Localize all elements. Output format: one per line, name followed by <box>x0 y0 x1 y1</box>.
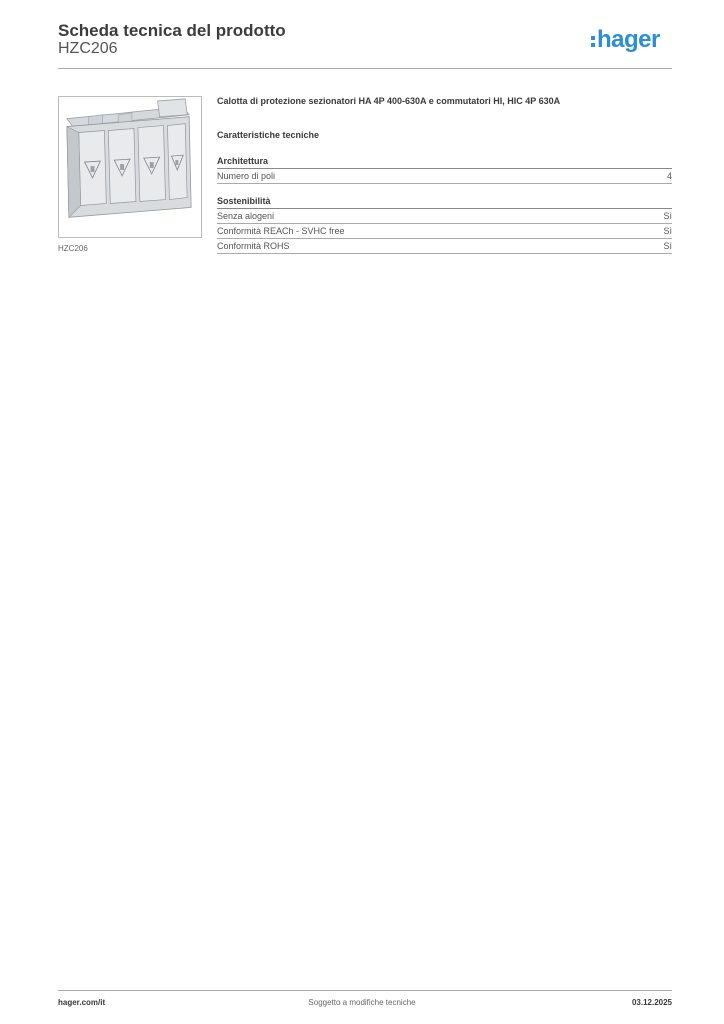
group-sostenibilita <box>217 196 672 254</box>
logo-wordmark: hager <box>597 26 660 53</box>
product-code: HZC206 <box>58 40 118 57</box>
spec-row <box>217 209 672 224</box>
footer-website-link[interactable]: hager.com/it <box>58 998 106 1007</box>
logo-dots-icon <box>591 36 595 47</box>
spec-value: Sì <box>663 241 672 251</box>
footer-divider <box>58 990 672 991</box>
spec-row <box>217 239 672 254</box>
footer-date: 03.12.2025 <box>631 998 672 1007</box>
hager-logo <box>591 28 660 52</box>
spec-label: Numero di poli <box>217 171 276 181</box>
footer-note: Soggetto a modifiche tecniche <box>308 998 416 1007</box>
image-caption: HZC206 <box>58 244 88 253</box>
group-title: Architettura <box>217 156 269 166</box>
protective-cover-illustration <box>59 97 201 237</box>
spec-row <box>217 224 672 239</box>
product-image <box>58 96 202 238</box>
page-title: Scheda tecnica del prodotto <box>58 21 286 40</box>
spec-label: Conformità ROHS <box>217 241 290 251</box>
spec-value: Sì <box>663 226 672 236</box>
spec-label: Senza alogeni <box>217 211 275 221</box>
section-title: Caratteristiche tecniche <box>217 130 320 140</box>
spec-row <box>217 169 672 184</box>
spec-value: Sì <box>663 211 672 221</box>
spec-value: 4 <box>666 171 672 181</box>
group-architettura <box>217 156 672 184</box>
product-description: Calotta di protezione sezionatori HA 4P 400-630A e commutatori HI, HIC 4P 630A <box>217 96 561 106</box>
product-details <box>217 96 672 251</box>
spec-label: Conformità REACh - SVHC free <box>217 226 345 236</box>
header-divider <box>58 68 672 69</box>
group-title: Sostenibilità <box>217 196 271 206</box>
